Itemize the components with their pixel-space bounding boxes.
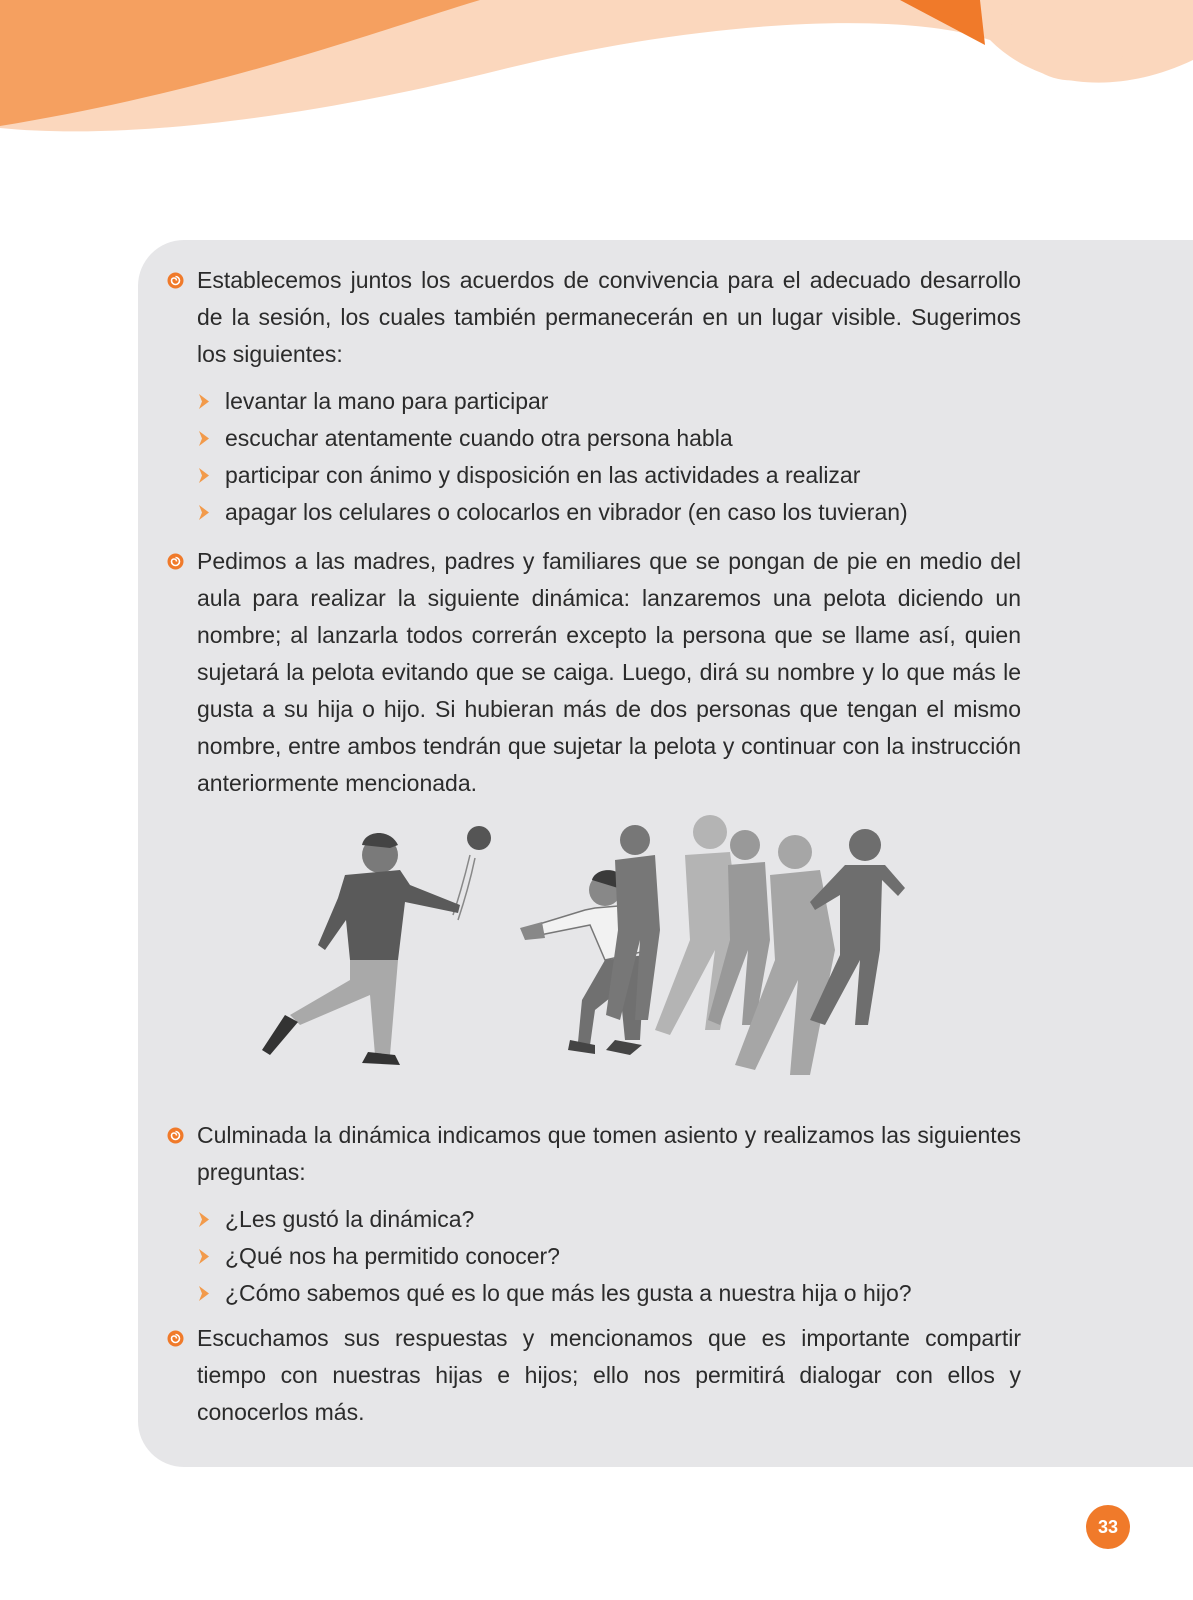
- questions-list: [197, 1201, 1021, 1312]
- orange-swirl-bullet-icon: [167, 1127, 184, 1144]
- list-item: participar con ánimo y disposición en las actividades a realizar: [197, 457, 1021, 494]
- paragraph-dynamic: Pedimos a las madres, padres y familiares que se pongan de pie en medio del aula para realizar la siguiente dinámica: lanzaremos una pelota diciendo un nombre; al lanzarla todos correrán excepto la persona que se llame así, quien sujetará la pelota evitando que se caiga. Luego, dirá su nombre y lo que más le gusta a su hija o hijo. Si hubieran más de dos personas que tengan el mismo nombre, entre ambos tendrán que sujetar la pelota y continuar con la instrucción anteriormente mencionada.: [197, 548, 1021, 796]
- page-number: 33: [1086, 1505, 1130, 1549]
- orange-chevron-icon: [197, 1211, 211, 1228]
- list-item: ¿Cómo sabemos qué es lo que más les gusta a nuestra hija o hijo?: [197, 1275, 1021, 1312]
- orange-chevron-icon: [197, 393, 211, 410]
- orange-swirl-bullet-icon: [167, 272, 184, 289]
- list-item: ¿Qué nos ha permitido conocer?: [197, 1238, 1021, 1275]
- bullet-block-3: [197, 1117, 1021, 1312]
- orange-chevron-icon: [197, 504, 211, 521]
- header-wave-decoration: [0, 0, 1193, 140]
- orange-swirl-bullet-icon: [167, 1330, 184, 1347]
- bullet-block-2: [197, 543, 1021, 802]
- orange-chevron-icon: [197, 1285, 211, 1302]
- orange-chevron-icon: [197, 467, 211, 484]
- list-item: escuchar atentamente cuando otra persona habla: [197, 420, 1021, 457]
- ball-game-illustration: [250, 810, 950, 1120]
- paragraph-agreements: Establecemos juntos los acuerdos de convivencia para el adecuado desarrollo de la sesión, los cuales también permanecerán en un lugar visible. Sugerimos los siguientes:: [197, 267, 1021, 367]
- orange-swirl-bullet-icon: [167, 553, 184, 570]
- orange-chevron-icon: [197, 430, 211, 447]
- bullet-block-4: [197, 1320, 1021, 1431]
- paragraph-closing: Escuchamos sus respuestas y mencionamos que es importante compartir tiempo con nuestras hijas e hijos; ello nos permitirá dialogar con ellos y conocerlos más.: [197, 1325, 1021, 1425]
- bullet-block-1: [197, 262, 1021, 531]
- list-item: apagar los celulares o colocarlos en vibrador (en caso los tuvieran): [197, 494, 1021, 531]
- paragraph-questions: Culminada la dinámica indicamos que tomen asiento y realizamos las siguientes preguntas:: [197, 1122, 1021, 1185]
- agreements-list: [197, 383, 1021, 531]
- list-item: ¿Les gustó la dinámica?: [197, 1201, 1021, 1238]
- list-item: levantar la mano para participar: [197, 383, 1021, 420]
- orange-chevron-icon: [197, 1248, 211, 1265]
